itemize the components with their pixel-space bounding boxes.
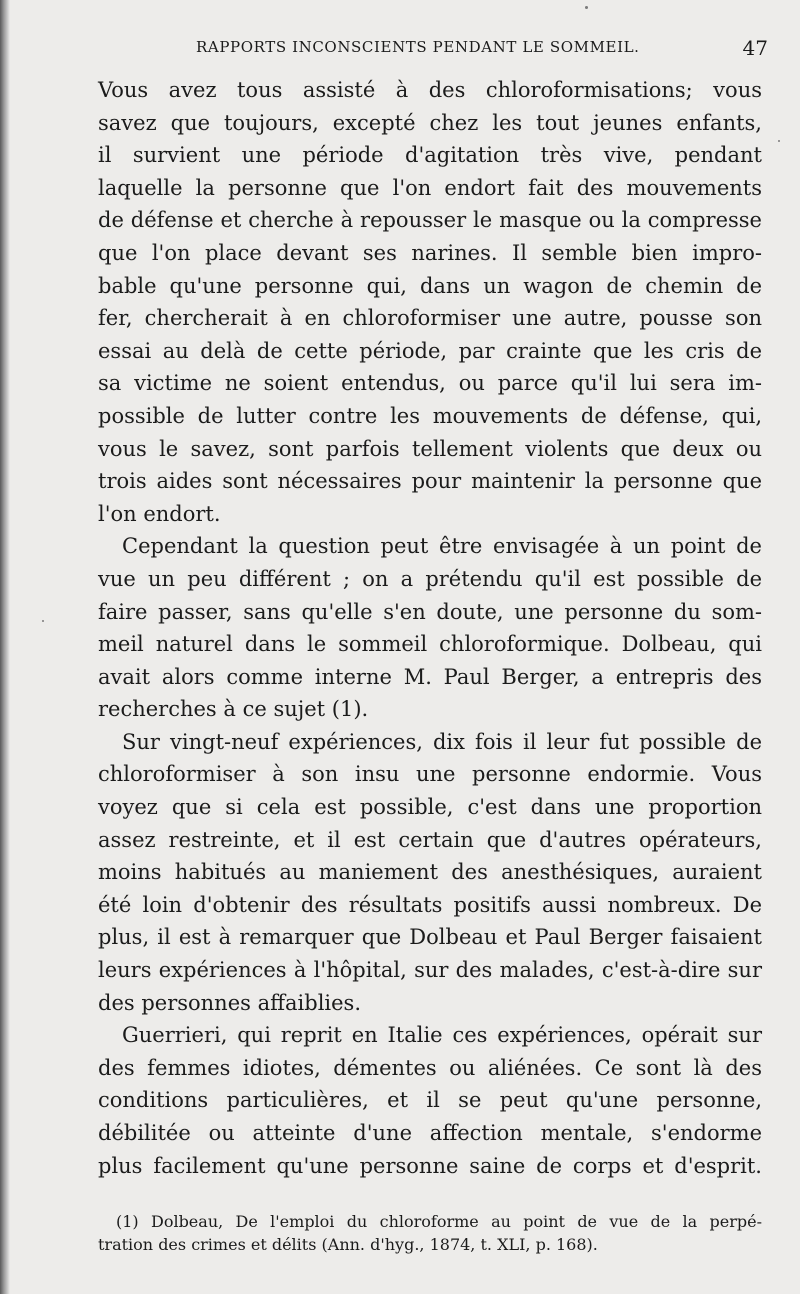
body-text (98, 74, 762, 1182)
footnote (98, 1210, 762, 1256)
text-line: l'on endort. (98, 501, 221, 526)
text-line: recherches à ce sujet (1). (98, 697, 369, 722)
text-line: avait alors comme interne M. Paul Berger, a entrepris des (98, 664, 762, 689)
text-line: bable qu'une personne qui, dans un wagon de chemin de (98, 273, 762, 298)
footnote-line: tration des crimes et délits (Ann. d'hyg., 1874, t. XLI, p. 168). (98, 1235, 598, 1254)
text-line: leurs expériences à l'hôpital, sur des malades, c'est-à-dire sur (98, 958, 762, 983)
text-line: vue un peu différent ; on a prétendu qu'il est possible de (98, 566, 762, 591)
text-line: voyez que si cela est possible, c'est dans une proportion (98, 795, 762, 820)
text-line: que l'on place devant ses narines. Il semble bien impro- (98, 240, 762, 265)
text-line: meil naturel dans le sommeil chloroformique. Dolbeau, qui (98, 632, 762, 657)
text-line: chloroformiser à son insu une personne endormie. Vous (98, 762, 762, 787)
footnote-line: (1) Dolbeau, De l'emploi du chloroforme au point de vue de la perpé- (116, 1212, 762, 1231)
scan-speck (42, 620, 44, 622)
text-line: plus, il est à remarquer que Dolbeau et Paul Berger faisaient (98, 925, 762, 950)
text-line: laquelle la personne que l'on endort fait des mouvements (98, 175, 762, 200)
text-line: plus facilement qu'une personne saine de corps et d'esprit. (98, 1153, 762, 1178)
text-line: faire passer, sans qu'elle s'en doute, une personne du som- (98, 599, 762, 624)
text-line: moins habitués au maniement des anesthésiques, auraient (98, 860, 762, 885)
running-head: RAPPORTS INCONSCIENTS PENDANT LE SOMMEIL. (196, 38, 640, 56)
text-line: Vous avez tous assisté à des chloroformisations; vous (98, 78, 762, 102)
text-line: essai au delà de cette période, par crainte que les cris de (98, 338, 762, 363)
text-line: sa victime ne soient entendus, ou parce qu'il lui sera im- (98, 371, 762, 396)
page-edge-shadow (0, 0, 10, 1294)
page-number: 47 (742, 36, 768, 60)
text-line: fer, chercherait à en chloroformiser une autre, pousse son (98, 306, 762, 331)
text-line: des femmes idiotes, démentes ou aliénées. Ce sont là des (98, 1055, 762, 1080)
text-line: il survient une période d'agitation très vive, pendant (98, 143, 762, 168)
page-header (196, 36, 768, 62)
text-line: Guerrieri, qui reprit en Italie ces expériences, opérait sur (122, 1023, 762, 1048)
text-line: des personnes affaiblies. (98, 990, 362, 1015)
text-line: débilitée ou atteinte d'une affection mentale, s'endorme (98, 1121, 762, 1145)
text-line: trois aides sont nécessaires pour maintenir la personne que (98, 469, 762, 494)
text-line: vous le savez, sont parfois tellement violents que deux ou (98, 436, 762, 461)
text-line: Sur vingt-neuf expériences, dix fois il leur fut possible de (122, 729, 762, 754)
scan-speck (778, 140, 780, 142)
text-line: de défense et cherche à repousser le masque ou la compresse (98, 208, 762, 233)
text-line: assez restreinte, et il est certain que d'autres opérateurs, (98, 827, 762, 852)
text-line: Cependant la question peut être envisagée à un point de (122, 534, 762, 559)
scan-speck (585, 6, 588, 9)
text-line: savez que toujours, excepté chez les tout jeunes enfants, (98, 110, 762, 135)
text-line: été loin d'obtenir des résultats positifs aussi nombreux. De (98, 892, 762, 917)
text-line: possible de lutter contre les mouvements de défense, qui, (98, 403, 762, 428)
text-line: conditions particulières, et il se peut qu'une personne, (98, 1088, 762, 1113)
